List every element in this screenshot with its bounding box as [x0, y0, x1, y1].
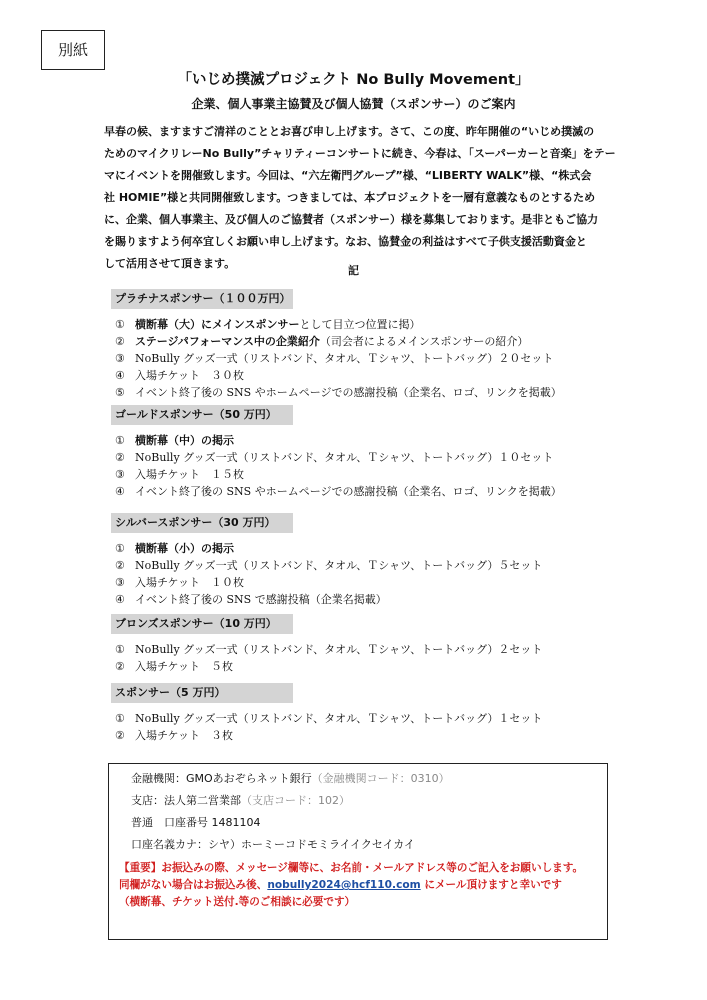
benefit-item: ① NoBully グッズ一式（リストバンド、タオル、Ｔシャツ、トートバッグ）２セット — [115, 643, 543, 656]
notice-line: 同欄がない場合はお振込み後、nobully2024@hcf110.com にメール頂けますと幸いです — [119, 879, 562, 891]
benefit-item: ① NoBully グッズ一式（リストバンド、タオル、Ｔシャツ、トートバッグ）１セット — [115, 712, 543, 725]
benefit-item: ② ステージパフォーマンス中の企業紹介（司会者によるメインスポンサーの紹介） — [115, 335, 529, 348]
intro-line: 早春の候、ますますご清祥のこととお喜び申し上げます。さて、この度、昨年開催の“いじめ撲滅の — [104, 125, 595, 138]
benefit-item: ③ 入場チケット １５枚 — [115, 468, 245, 481]
notice-line: （横断幕、チケット送付.等のご相談に必要です） — [119, 896, 356, 908]
tier-heading-bronze: ブロンズスポンサー（10 万円） — [111, 614, 293, 634]
intro-line: に、企業、個人事業主、及び個人のご協賛者（スポンサー）様を募集しております。是非ともご協力 — [104, 213, 599, 226]
benefit-item: ① 横断幕（中）の掲示 — [115, 434, 234, 447]
institution-code: （金融機関コード：0310） — [311, 772, 450, 785]
attachment-stamp: 別紙 — [41, 30, 105, 70]
bank-institution: 金融機関：GMOあおぞらネット銀行（金融機関コード：0310） — [131, 772, 450, 785]
important-notice — [119, 860, 607, 911]
bank-account: 普通 口座番号 1481104 — [131, 816, 261, 829]
benefit-item: ② 入場チケット ５枚 — [115, 660, 234, 673]
tier-heading-silver: シルバースポンサー（30 万円） — [111, 513, 293, 533]
page-subtitle: 企業、個人事業主協賛及び個人協賛（スポンサー）のご案内 — [191, 97, 516, 111]
bank-holder: 口座名義カナ：シヤ）ホーミーコドモミライイクセイカイ — [131, 838, 415, 851]
benefit-item: ③ NoBully グッズ一式（リストバンド、タオル、Ｔシャツ、トートバッグ）２０セット — [115, 352, 554, 365]
intro-line: して活用させて頂きます。 — [104, 257, 236, 270]
benefit-item: ① 横断幕（小）の掲示 — [115, 542, 234, 555]
tier-heading-platinum: プラチナスポンサー（１００万円） — [111, 289, 293, 309]
benefit-item: ③ 入場チケット １０枚 — [115, 576, 245, 589]
tier-benefits-sponsor — [115, 710, 542, 744]
tier-benefits-bronze — [115, 641, 542, 675]
benefit-item: ② 入場チケット ３枚 — [115, 729, 234, 742]
tier-benefits-silver — [115, 540, 542, 608]
ki-marker: 記 — [348, 264, 359, 277]
intro-paragraph — [104, 121, 624, 275]
intro-line: マにイベントを開催致します。今回は、“六左衛門グループ”様、“LIBERTY WALK”様、“株式会 — [104, 169, 592, 182]
intro-line: を賜りますよう何卒宜しくお願い申し上げます。なお、協賛金の利益はすべて子供支援活動資金と — [104, 235, 587, 248]
benefit-item: ④ イベント終了後の SNS やホームページでの感謝投稿（企業名、ロゴ、リンクを掲載） — [115, 485, 562, 498]
email-link[interactable]: nobully2024@hcf110.com — [267, 879, 421, 891]
notice-line: 【重要】お振込みの際、メッセージ欄等に、お名前・メールアドレス等のご記入をお願いします。 — [119, 862, 584, 874]
branch-code: （支店コード：102） — [241, 794, 350, 807]
benefit-item: ④ 入場チケット ３０枚 — [115, 369, 245, 382]
bank-info-box — [108, 763, 608, 940]
page-title: 「いじめ撲滅プロジェクト No Bully Movement」 — [177, 72, 530, 88]
benefit-item: ④ イベント終了後の SNS で感謝投稿（企業名掲載） — [115, 593, 387, 606]
benefit-item: ② NoBully グッズ一式（リストバンド、タオル、Ｔシャツ、トートバッグ）５セット — [115, 559, 543, 572]
benefit-item: ① 横断幕（大）にメインスポンサーとして目立つ位置に掲） — [115, 318, 421, 331]
intro-line: 社 HOMIE”様と共同開催致します。つきましては、本プロジェクトを一層有意義なものとするため — [104, 191, 596, 204]
tier-heading-sponsor: スポンサー（5 万円） — [111, 683, 293, 703]
benefit-item: ② NoBully グッズ一式（リストバンド、タオル、Ｔシャツ、トートバッグ）１０セット — [115, 451, 554, 464]
intro-line: ためのマイクリレーNo Bully”チャリティーコンサートに続き、今春は、「スーパーカーと音楽」をテー — [104, 147, 616, 160]
benefit-item: ⑤ イベント終了後の SNS やホームページでの感謝投稿（企業名、ロゴ、リンクを掲載） — [115, 386, 562, 399]
tier-heading-gold: ゴールドスポンサー（50 万円） — [111, 405, 293, 425]
tier-benefits-platinum — [115, 316, 562, 401]
tier-benefits-gold — [115, 432, 562, 500]
bank-branch: 支店：法人第二営業部（支店コード：102） — [131, 794, 350, 807]
